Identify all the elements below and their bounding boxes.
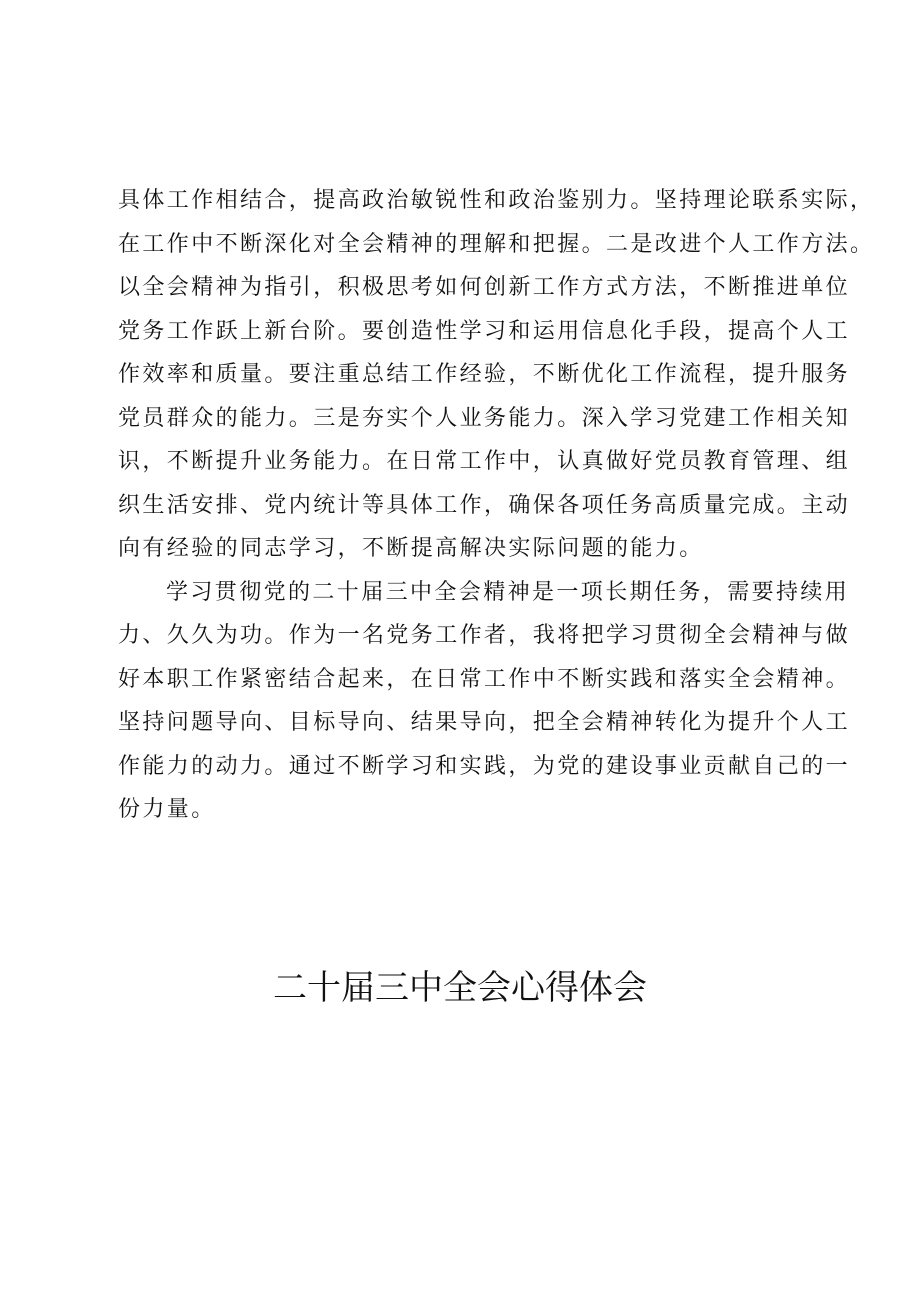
paragraph-line: 坚持问题导向、目标导向、结果导向，把全会精神转化为提升个人工 [118,710,851,735]
paragraph-line: 识，不断提升业务能力。在日常工作中，认真做好党员教育管理、组 [118,449,851,474]
paragraph-line: 在工作中不断深化对全会精神的理解和把握。二是改进个人工作方法。 [118,232,875,257]
paragraph-line: 份力量。 [118,797,216,822]
paragraph-line: 以全会精神为指引，积极思考如何创新工作方式方法，不断推进单位 [118,275,851,300]
paragraph-line: 党务工作跃上新台阶。要创造性学习和运用信息化手段，提高个人工 [118,319,851,344]
paragraph-line: 织生活安排、党内统计等具体工作，确保各项任务高质量完成。主动 [118,493,851,518]
paragraph-line: 党员群众的能力。三是夯实个人业务能力。深入学习党建工作相关知 [118,406,851,431]
paragraph-line: 好本职工作紧密结合起来，在日常工作中不断实践和落实全会精神。 [118,667,851,692]
paragraph-line: 向有经验的同志学习，不断提高解决实际问题的能力。 [118,536,704,561]
document-heading: 二十届三中全会心得体会 [273,968,647,1008]
paragraph-line: 力、久久为功。作为一名党务工作者，我将把学习贯彻全会精神与做 [118,623,851,648]
paragraph-line: 学习贯彻党的二十届三中全会精神是一项长期任务，需要持续用 [166,580,850,605]
paragraph-line: 具体工作相结合，提高政治敏锐性和政治鉴别力。坚持理论联系实际， [118,188,875,213]
paragraph-line: 作能力的动力。通过不断学习和实践，为党的建设事业贡献自己的一 [118,754,851,779]
paragraph-line: 作效率和质量。要注重总结工作经验，不断优化工作流程，提升服务 [118,362,851,387]
